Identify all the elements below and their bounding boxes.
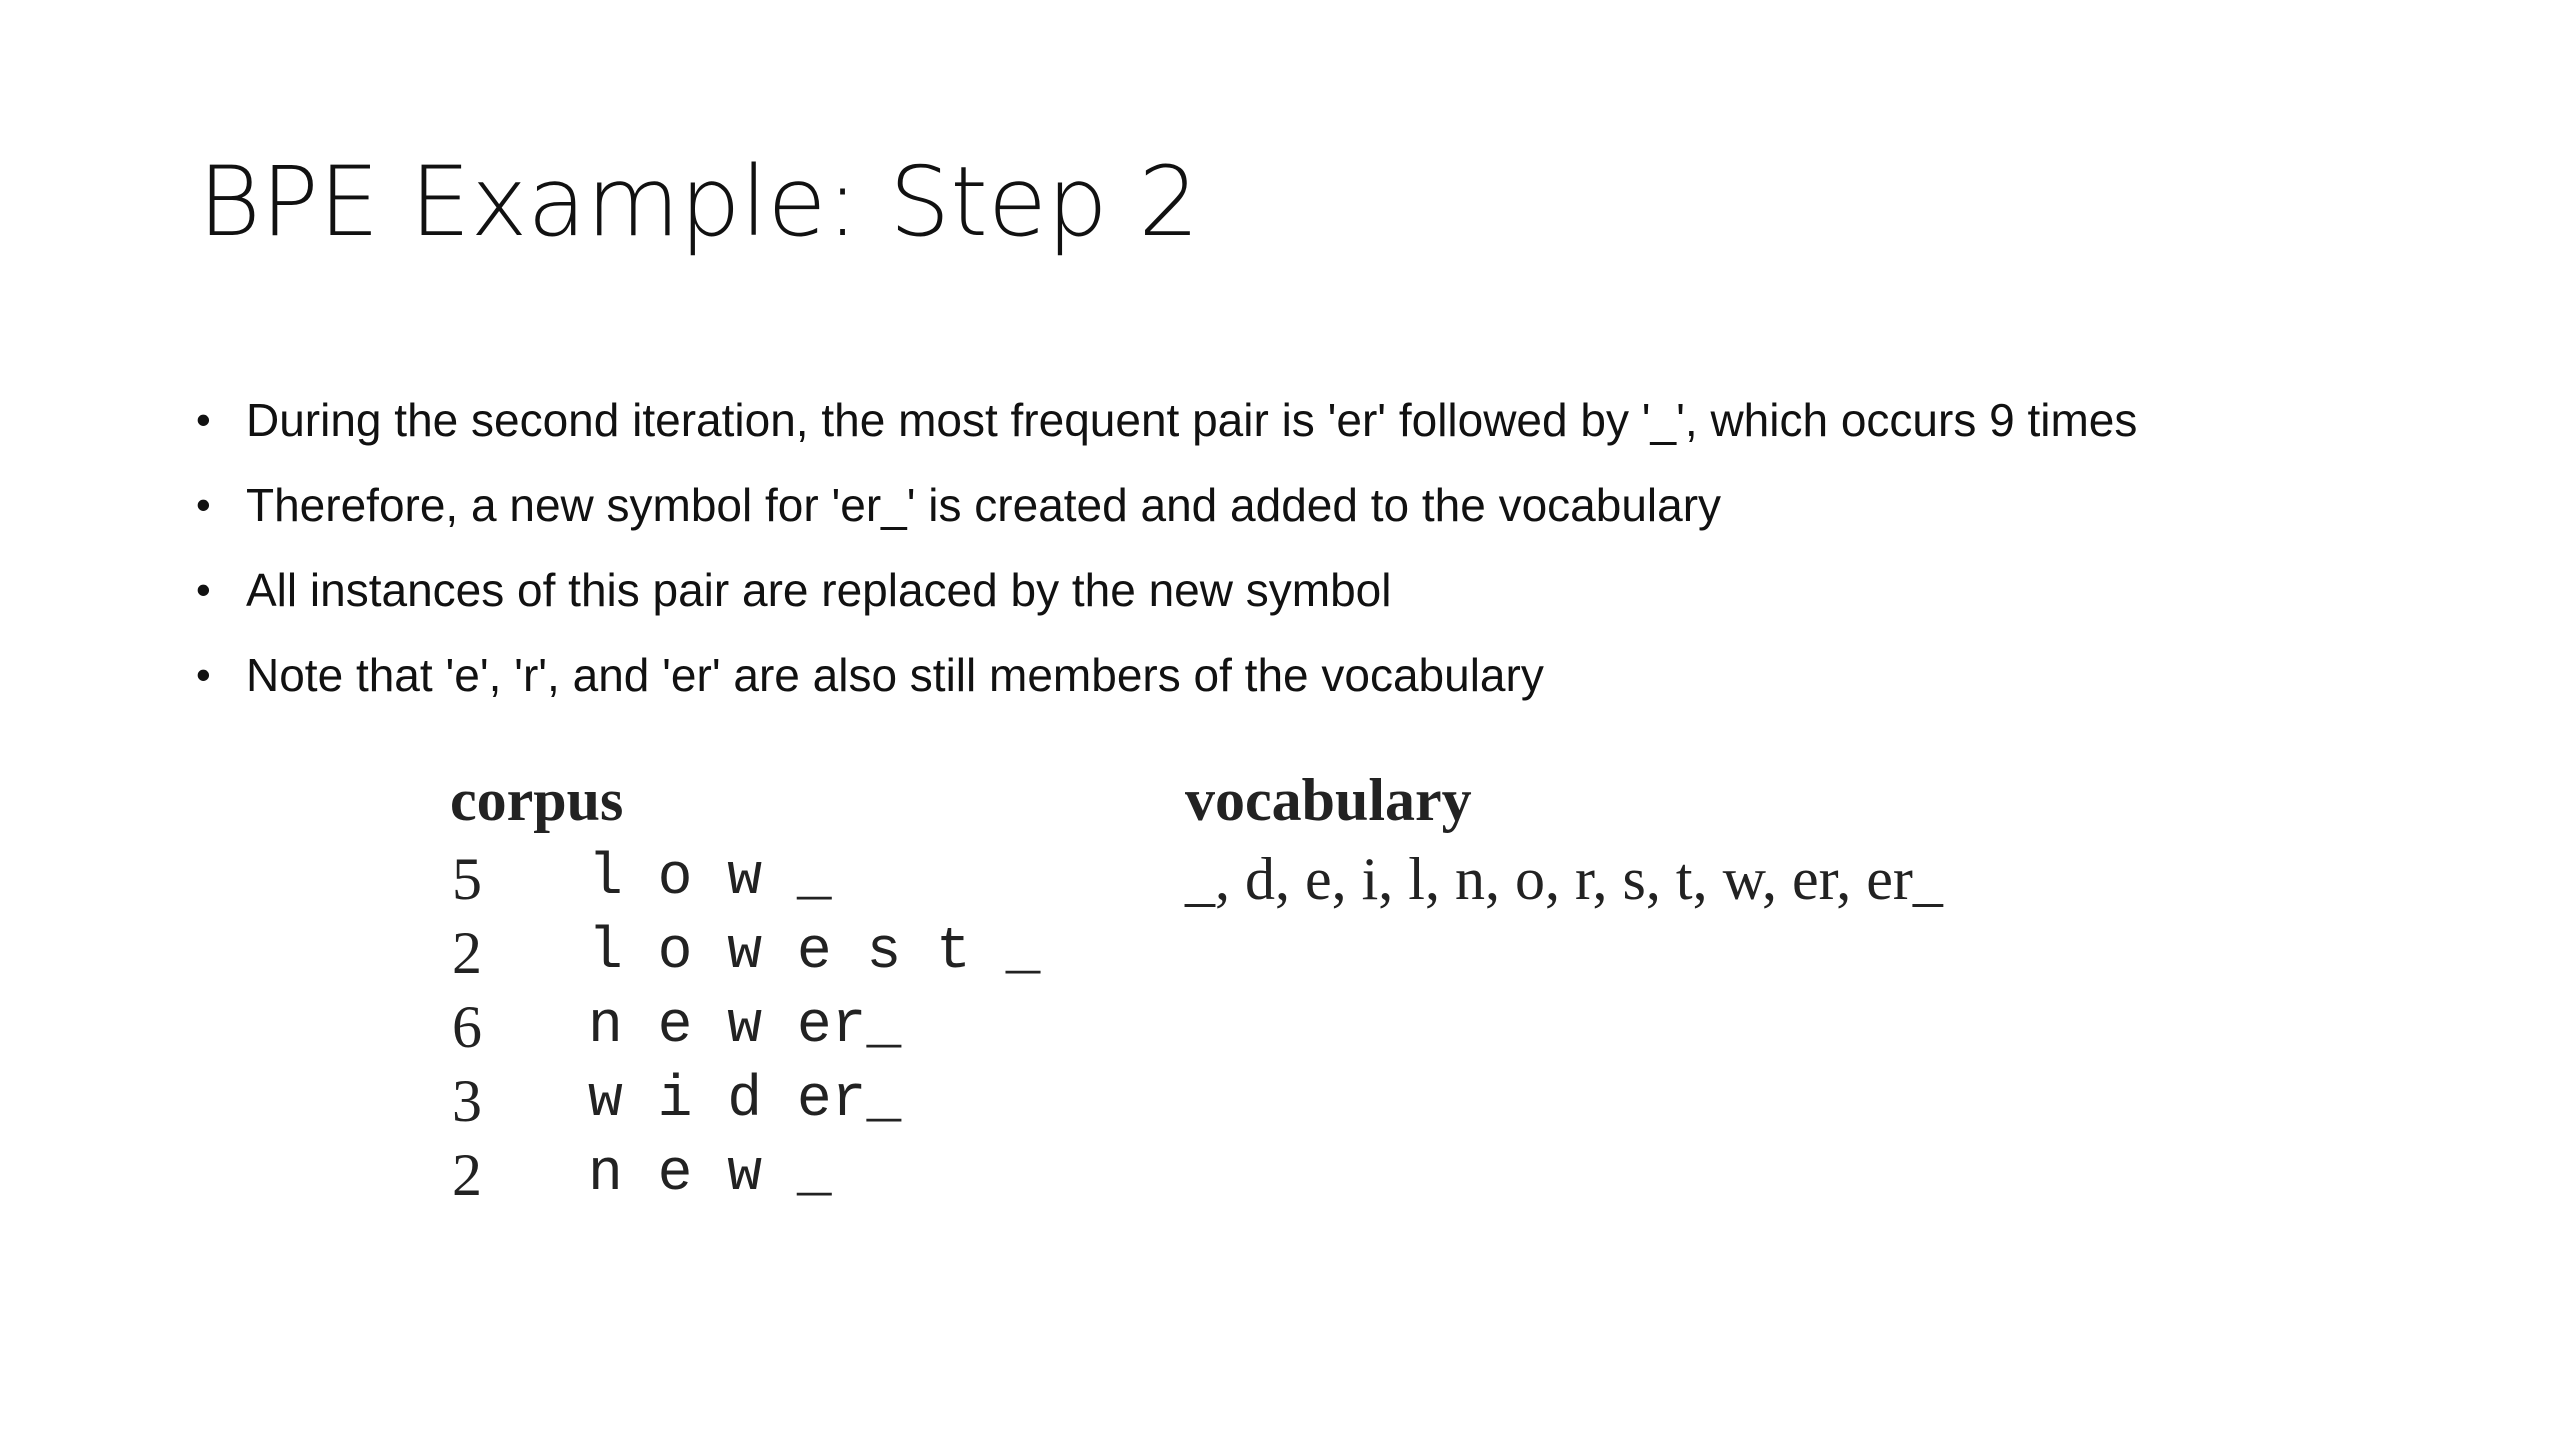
corpus-row — [450, 1140, 1100, 1214]
corpus-heading: corpus — [450, 767, 624, 833]
bpe-figure — [450, 767, 2150, 1250]
corpus-count: 3 — [452, 1068, 482, 1134]
corpus-word: l o w e s t _ — [588, 920, 1041, 985]
corpus-word: n e w er_ — [588, 994, 902, 1059]
corpus-count: 2 — [452, 1142, 482, 1208]
bullet-dot-icon: • — [196, 566, 211, 613]
vocabulary-heading: vocabulary — [1185, 767, 1472, 833]
corpus-count: 5 — [452, 846, 482, 912]
bullet-item — [196, 390, 2137, 475]
corpus-word: w i d er_ — [588, 1068, 902, 1133]
bullet-item — [196, 560, 2137, 645]
corpus-word: l o w _ — [588, 846, 832, 911]
bullet-text: All instances of this pair are replaced by the new symbol — [246, 564, 1392, 616]
bullet-list — [196, 390, 2137, 730]
bullet-dot-icon: • — [196, 396, 211, 443]
bullet-dot-icon: • — [196, 481, 211, 528]
corpus-row — [450, 918, 1100, 992]
corpus-row — [450, 992, 1100, 1066]
vocabulary-list: _, d, e, i, l, n, o, r, s, t, w, er, er_ — [1185, 846, 1943, 912]
corpus-word: n e w _ — [588, 1142, 832, 1207]
bullet-dot-icon: • — [196, 651, 211, 698]
corpus-count: 2 — [452, 920, 482, 986]
bullet-item — [196, 475, 2137, 560]
bullet-text: During the second iteration, the most frequent pair is 'er' followed by '_', which occurs 9 times — [246, 394, 2138, 446]
bullet-text: Note that 'e', 'r', and 'er' are also still members of the vocabulary — [246, 649, 1544, 701]
corpus-row — [450, 844, 1100, 918]
bullet-item — [196, 645, 2137, 730]
corpus-row — [450, 1066, 1100, 1140]
corpus-count: 6 — [452, 994, 482, 1060]
slide-title: BPE Example: Step 2 — [198, 146, 1200, 258]
bullet-text: Therefore, a new symbol for 'er_' is created and added to the vocabulary — [246, 479, 1722, 531]
